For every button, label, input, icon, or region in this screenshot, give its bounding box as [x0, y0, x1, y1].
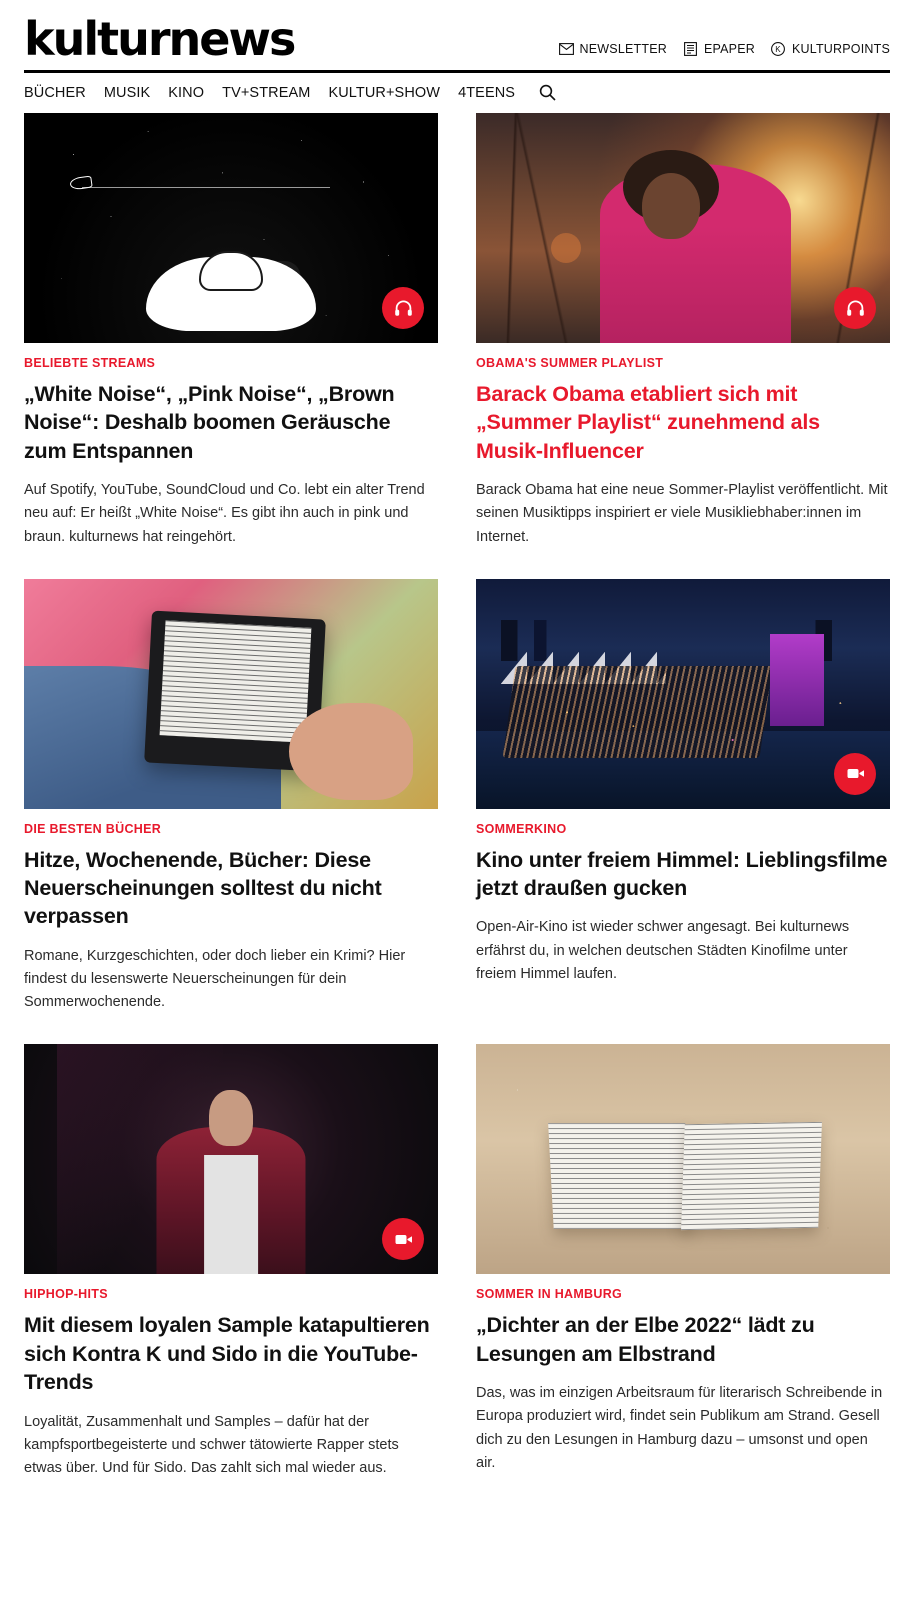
headphones-icon[interactable]: [382, 287, 424, 329]
article-kicker[interactable]: SOMMER IN HAMBURG: [476, 1287, 623, 1302]
main-navigation: [24, 73, 890, 113]
header-row: [24, 12, 890, 66]
article-thumbnail[interactable]: [24, 579, 438, 809]
headphones-icon[interactable]: [834, 287, 876, 329]
article-kicker[interactable]: OBAMA'S SUMMER PLAYLIST: [476, 356, 664, 370]
article-teaser: Loyalität, Zusammenhalt und Samples – dafür hat der kampfsportbegeisterte und schwer tätowierte Rapper stets etwas über. Und für Sido. Das zahlt sich mal wieder aus.: [24, 1413, 399, 1476]
nav-item-buecher[interactable]: BÜCHER: [24, 84, 86, 101]
header-utility-links: [559, 41, 890, 62]
article-image: [24, 113, 438, 343]
article-thumbnail[interactable]: [24, 113, 438, 343]
article-image: [476, 579, 890, 809]
article-image: [24, 579, 438, 809]
article-kicker[interactable]: SOMMERKINO: [476, 821, 567, 836]
nav-item-kultur-show[interactable]: KULTUR+SHOW: [328, 84, 441, 101]
article-card[interactable]: [24, 113, 438, 549]
article-teaser: Das, was im einzigen Arbeitsraum für literarisch Schreibende in Europa produziert wird, findet sein Publikum am Strand. Gesell dich zu den Lesungen in Hamburg dazu – umsonst und open air.: [476, 1385, 883, 1471]
header-link-newsletter[interactable]: [559, 41, 667, 56]
nav-item-4teens[interactable]: 4TEENS: [458, 84, 516, 101]
svg-text:K: K: [775, 44, 782, 54]
article-card[interactable]: [24, 1044, 438, 1480]
nav-item-musik[interactable]: MUSIK: [103, 84, 151, 101]
article-kicker[interactable]: DIE BESTEN BÜCHER: [24, 821, 162, 836]
article-headline[interactable]: Barack Obama etabliert sich mit „Summer Playlist“ zunehmend als Musik-Influencer: [476, 382, 820, 463]
article-thumbnail[interactable]: [476, 579, 890, 809]
article-teaser: Romane, Kurzgeschichten, oder doch lieber ein Krimi? Hier findest du lesenswerte Neuerscheinungen für dein Sommerwochenende.: [24, 947, 406, 1011]
header-link-label: KULTURPOINTS: [791, 41, 890, 56]
article-image: [476, 1044, 890, 1274]
video-icon[interactable]: [834, 753, 876, 795]
search-icon[interactable]: [539, 84, 556, 101]
article-grid: [24, 113, 890, 1500]
article-teaser: Open-Air-Kino ist wieder schwer angesagt. Bei kulturnews erfährst du, in welchen deutschen Städten Kinofilme unter freiem Himmel laufen.: [476, 919, 850, 982]
newsletter-icon: [559, 41, 574, 56]
article-card[interactable]: [476, 579, 890, 1015]
article-card[interactable]: [24, 579, 438, 1015]
article-headline[interactable]: Kino unter freiem Himmel: Lieblingsfilme jetzt draußen gucken: [476, 847, 888, 901]
header-link-label: NEWSLETTER: [579, 41, 667, 56]
article-card[interactable]: [476, 1044, 890, 1480]
nav-item-kino[interactable]: KINO: [168, 84, 205, 101]
kulturpoints-icon: [771, 41, 786, 56]
epaper-icon: [683, 41, 698, 56]
header-link-epaper[interactable]: [683, 41, 755, 56]
article-teaser: Auf Spotify, YouTube, SoundCloud und Co. lebt ein alter Trend neu auf: Er heißt „White Noise“. Es gibt ihn auch in pink und braun. kulturnews hat reingehört.: [24, 482, 425, 545]
article-thumbnail[interactable]: [476, 113, 890, 343]
article-headline[interactable]: Hitze, Wochenende, Bücher: Diese Neuerscheinungen solltest du nicht verpassen: [24, 847, 382, 929]
article-image: [476, 113, 890, 343]
header-link-label: EPAPER: [703, 41, 755, 56]
article-kicker[interactable]: HIPHOP-HITS: [24, 1287, 108, 1302]
article-thumbnail[interactable]: [476, 1044, 890, 1274]
article-thumbnail[interactable]: [24, 1044, 438, 1274]
article-headline[interactable]: „White Noise“, „Pink Noise“, „Brown Noise“: Deshalb boomen Geräusche zum Entspannen: [24, 382, 395, 463]
article-card[interactable]: [476, 113, 890, 549]
nav-item-tv-stream[interactable]: TV+STREAM: [222, 84, 311, 101]
site-logo[interactable]: kulturnews: [24, 12, 295, 66]
article-image: [24, 1044, 438, 1274]
article-headline[interactable]: „Dichter an der Elbe 2022“ lädt zu Lesungen am Elbstrand: [476, 1313, 815, 1366]
site-header: [24, 0, 890, 73]
header-link-kulturpoints[interactable]: [771, 41, 890, 56]
article-headline[interactable]: Mit diesem loyalen Sample katapultieren sich Kontra K und Sido in die YouTube-Trends: [24, 1313, 430, 1395]
article-teaser: Barack Obama hat eine neue Sommer-Playlist veröffentlicht. Mit seinen Musiktipps inspiriert er viele Musikliebhaber:innen im Internet.: [476, 482, 888, 545]
article-kicker[interactable]: BELIEBTE STREAMS: [24, 356, 156, 370]
